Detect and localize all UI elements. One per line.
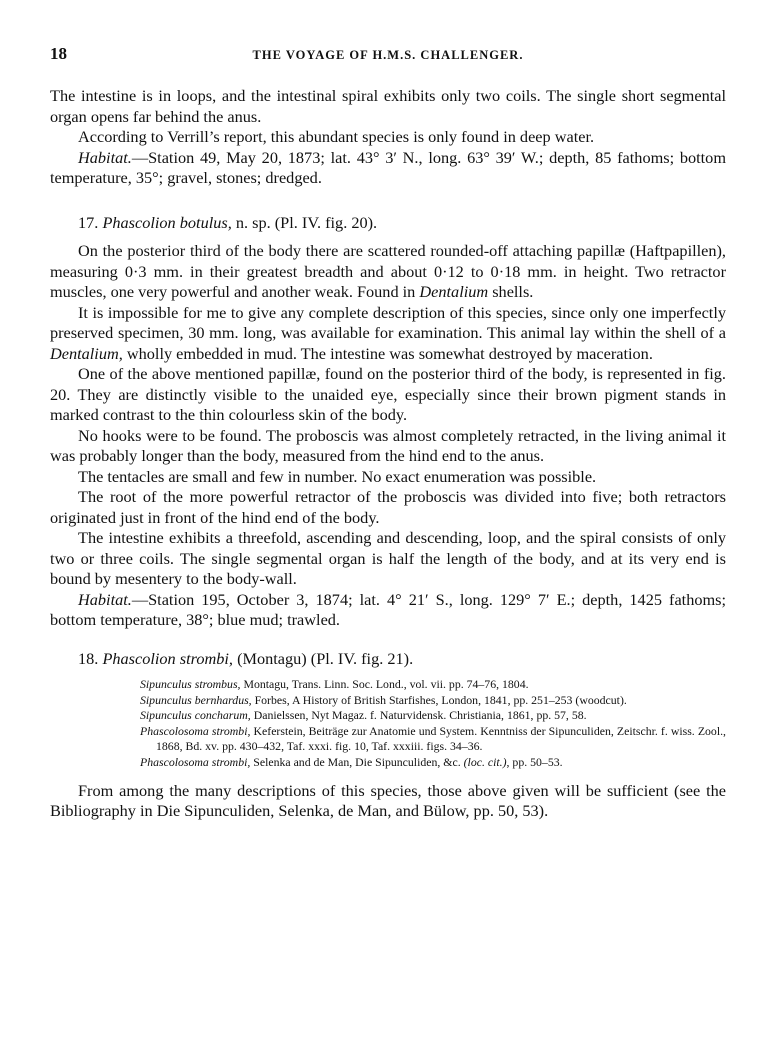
species-18-closing-paragraph: From among the many descriptions of this species, those above given will be sufficient (see the Bibliography in Die Sipunculiden, Selenka, de Man, and Bülow, pp. 50, 53). [50, 780, 726, 821]
habitat-label: Habitat. [78, 147, 132, 167]
species-heading-rest: n. sp. (Pl. IV. fig. 20). [231, 212, 378, 232]
page-number: 18 [50, 44, 67, 63]
synonymy-list [50, 677, 726, 771]
habitat-label: Habitat. [78, 589, 132, 609]
synonymy-entry: Phascolosoma strombi, Selenka and de Man, Die Sipunculiden, &c. (loc. cit.), pp. 50–53. [140, 754, 563, 769]
intro-paragraph-1: The intestine is in loops, and the intestinal spiral exhibits only two coils. The single short segmental organ opens far behind the anus. [50, 86, 726, 126]
species-18-heading [50, 649, 726, 670]
species-17-heading [50, 213, 726, 234]
species-17-paragraph-7: The intestine exhibits a threefold, ascending and descending, loop, and the spiral consists of only two or three coils. The single segmental organ is half the length of the body, and at its very end is bound by mesentery to the body-wall. [50, 528, 726, 588]
species-17-paragraph-1: On the posterior third of the body there are scattered rounded-off attaching papillæ (Haftpapillen), measuring 0·3 mm. in their greatest breadth and about 0·12 to 0·18 mm. in height. Two retractor muscles, one very powerful and another weak. Found in Dentalium shells. [50, 241, 726, 301]
species-name: Phascolion botulus, [102, 212, 232, 232]
species-17-paragraph-6: The root of the more powerful retractor of the proboscis was divided into five; both retractors originated just in front of the hind end of the body. [50, 487, 726, 527]
running-head: THE VOYAGE OF H.M.S. CHALLENGER. [252, 48, 524, 62]
intro-habitat [50, 148, 726, 189]
synonymy-entry: Sipunculus strombus, Montagu, Trans. Linn. Soc. Lond., vol. vii. pp. 74–76, 1804. [140, 677, 529, 691]
page-header [50, 44, 726, 68]
species-number: 17. [78, 212, 99, 232]
species-17-paragraph-2: It is impossible for me to give any complete description of this species, since only one imperfectly preserved specimen, 30 mm. long, was available for examination. This animal lay within the shell of a Dentalium, wholly embedded in mud. The intestine was somewhat destroyed by maceration. [50, 302, 726, 363]
habitat-text: —Station 195, October 3, 1874; lat. 4° 21′ S., long. 129° 7′ E.; depth, 1425 fathoms; bottom temperature, 38°; blue mud; trawled. [50, 589, 726, 629]
habitat-text: —Station 49, May 20, 1873; lat. 43° 3′ N., long. 63° 39′ W.; depth, 85 fathoms; bottom temperature, 35°; gravel, stones; dredged. [50, 147, 726, 187]
species-heading-rest: (Montagu) (Pl. IV. fig. 21). [233, 648, 414, 668]
species-name: Phascolion strombi, [102, 648, 233, 668]
synonymy-entry: Sipunculus bernhardus, Forbes, A History of British Starfishes, London, 1841, pp. 251–253 (woodcut). [140, 692, 627, 707]
species-number: 18. [78, 648, 99, 668]
intro-paragraph-2: According to Verrill’s report, this abundant species is only found in deep water. [78, 127, 595, 146]
species-17-paragraph-5: The tentacles are small and few in number. No exact enumeration was possible. [78, 466, 597, 486]
species-17-paragraph-4: No hooks were to be found. The proboscis was almost completely retracted, in the living animal it was probably longer than the body, measured from the hind end to the anus. [50, 425, 726, 465]
synonymy-entry: Phascolosoma strombi, Keferstein, Beiträge zur Anatomie und System. Kenntniss der Sipunculiden, Zeitschr. f. wiss. Zool., 1868, Bd. xv. pp. 430–432, Taf. xxxi. fig. 10, Taf. xxxiii. figs. 34–36. [140, 723, 726, 754]
species-17-paragraph-3: One of the above mentioned papillæ, found on the posterior third of the body, is represented in fig. 20. They are distinctly visible to the unaided eye, especially since their brown pigment stands in marked contrast to the thin colourless skin of the body. [50, 364, 726, 424]
page-body [50, 86, 726, 822]
synonymy-entry: Sipunculus concharum, Danielssen, Nyt Magaz. f. Naturvidensk. Christiania, 1861, pp. 57, 58. [140, 708, 587, 723]
species-17-habitat [50, 590, 726, 631]
